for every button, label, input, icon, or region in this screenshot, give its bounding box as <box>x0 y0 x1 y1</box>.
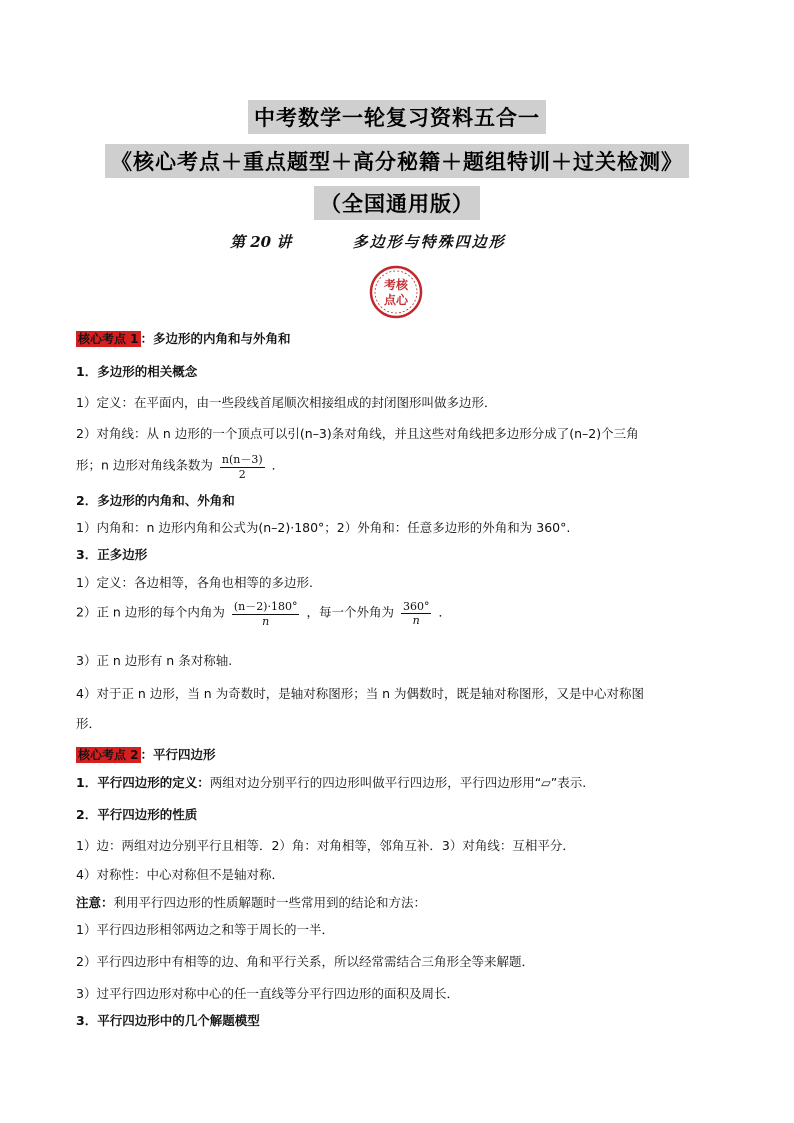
s1-p2b-text: 形；n 边形对角线条数为 <box>76 457 213 473</box>
s1-paragraph-1: 1）定义：在平面内，由一些段线首尾顺次相接组成的封闭图形叫做多边形． <box>76 395 497 410</box>
s1-paragraph-5 <box>76 598 451 628</box>
s2-definition <box>76 773 586 791</box>
exterior-angle-fraction <box>401 600 432 627</box>
seal-text-2: 点心 <box>383 293 409 307</box>
main-title: 中考数学一轮复习资料五合一 <box>248 100 546 134</box>
fraction-denominator: n <box>262 615 270 628</box>
s2-heading-2: 2．平行四边形的性质 <box>76 807 198 822</box>
s1-paragraph-2b <box>76 451 284 481</box>
s1-heading-1: 1．多边形的相关概念 <box>76 364 198 379</box>
s2-paragraph-2: 4）对称性：中心对称但不是轴对称． <box>76 867 284 882</box>
section-2-heading <box>76 745 216 763</box>
s1-p5-end: ． <box>438 604 451 620</box>
fraction-numerator: n(n－3) <box>221 453 263 466</box>
s1-p5-text: 2）正 n 边形的每个内角为 <box>76 604 225 620</box>
s2-paragraph-4: 2）平行四边形中有相等的边、角和平行关系，所以经常需结合三角形全等来解题． <box>76 954 534 969</box>
s1-paragraph-3: 1）内角和：n 边形内角和公式为(n–2)·180°；2）外角和：任意多边形的外角和为 360°. <box>76 520 571 535</box>
fraction-denominator: 2 <box>238 468 246 481</box>
title-line-3 <box>0 186 794 220</box>
s1-paragraph-2a: 2）对角线：从 n 边形的一个顶点可以引(n–3)条对角线，并且这些对角线把多边形分成了(n–2)个三角 <box>76 426 639 441</box>
s2-paragraph-1: 1）边：两组对边分别平行且相等．2）角：对角相等，邻角互补．3）对角线：互相平分． <box>76 838 575 853</box>
seal-text-1: 考核 <box>383 278 409 292</box>
fraction-numerator: 360° <box>402 599 430 613</box>
core-points-seal-logo <box>369 265 423 319</box>
section-1-heading <box>76 329 291 347</box>
chapter-heading <box>230 231 506 252</box>
edition-label: （全国通用版） <box>314 186 480 220</box>
s1-paragraph-6: 3）正 n 边形有 n 条对称轴. <box>76 653 233 668</box>
diagonal-count-fraction <box>220 451 265 481</box>
section-2-title: ：平行四边形 <box>140 747 216 762</box>
s1-p2b-end: ． <box>271 457 285 473</box>
interior-angle-fraction <box>232 598 300 628</box>
title-line-2 <box>0 144 794 178</box>
fraction-numerator: (n－2)·180° <box>233 600 298 613</box>
chapter-number: 第 20 讲 <box>230 233 292 251</box>
s2-note <box>76 893 426 911</box>
s1-heading-2: 2．多边形的内角和、外角和 <box>76 493 235 508</box>
s1-paragraph-7a: 4）对于正 n 边形，当 n 为奇数时，是轴对称图形；当 n 为偶数时，既是轴对称图形，又是中心对称图 <box>76 686 645 701</box>
s1-heading-3: 3．正多边形 <box>76 547 148 562</box>
s2-definition-label: 1．平行四边形的定义： <box>76 775 210 790</box>
s2-paragraph-5: 3）过平行四边形对称中心的任一直线等分平行四边形的面积及周长． <box>76 986 459 1001</box>
title-line-1 <box>0 100 794 134</box>
s2-heading-3: 3．平行四边形中的几个解题模型 <box>76 1013 260 1028</box>
core-point-tag: 核心考点 1 <box>78 332 139 346</box>
subtitle: 《核心考点＋重点题型＋高分秘籍＋题组特训＋过关检测》 <box>105 144 689 178</box>
note-label: 注意： <box>76 895 114 910</box>
s2-paragraph-3: 1）平行四边形相邻两边之和等于周长的一半． <box>76 922 334 937</box>
s1-paragraph-4: 1）定义：各边相等，各角也相等的多边形. <box>76 575 313 590</box>
chapter-name: 多边形与特殊四边形 <box>352 233 506 251</box>
s1-paragraph-7b: 形． <box>76 716 102 731</box>
s1-p5-mid: ，每一个外角为 <box>306 604 394 620</box>
note-text: 利用平行四边形的性质解题时一些常用到的结论和方法： <box>113 895 427 910</box>
fraction-denominator: n <box>412 613 420 627</box>
s2-definition-text: 两组对边分别平行的四边形叫做平行四边形，平行四边形用“▱”表示. <box>209 775 587 790</box>
core-point-tag: 核心考点 2 <box>78 748 139 762</box>
section-1-title: ：多边形的内角和与外角和 <box>140 331 291 346</box>
